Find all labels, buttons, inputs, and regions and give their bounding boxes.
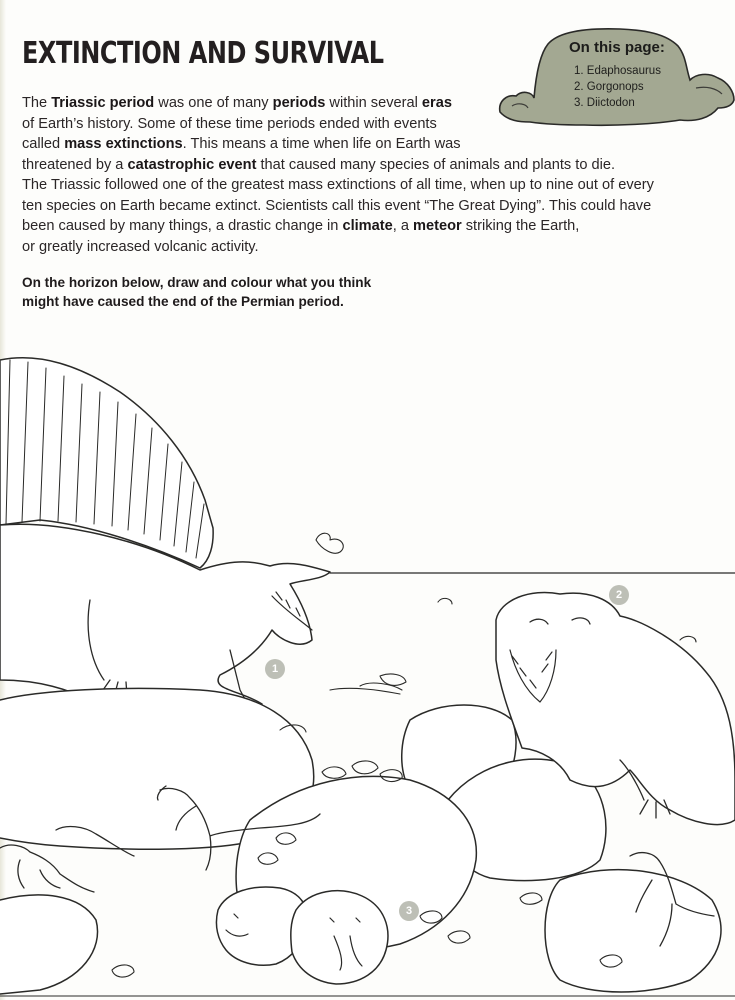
intro-line	[22, 155, 722, 176]
text-run: , a	[392, 218, 414, 234]
species-item: 3. Diictodon	[574, 97, 635, 109]
coloring-illustration	[0, 340, 735, 1000]
key-term: mass extinctions	[64, 136, 183, 152]
key-term: periods	[272, 95, 326, 111]
text-run: that caused many species of animals and plants to die.	[256, 156, 616, 173]
key-term: meteor	[413, 218, 462, 234]
spit-blob	[316, 533, 343, 553]
text-run: within several	[325, 95, 422, 111]
intro-line: of Earth’s history. Some of these time periods ended with events	[22, 115, 437, 132]
text-run: striking the Earth,	[461, 218, 580, 234]
species-item: 2. Gorgonops	[574, 81, 644, 93]
info-heading: On this page:	[569, 39, 665, 56]
intro-line: ten species on Earth became extinct. Scientists call this event “The Great Dying”. This could have	[22, 197, 652, 214]
key-term: climate	[342, 218, 393, 234]
text-run: been caused by many things, a drastic change in	[22, 218, 343, 234]
instruction-line: On the horizon below, draw and colour what you think	[22, 275, 372, 290]
instruction-line: might have caused the end of the Permian period.	[22, 294, 344, 309]
key-term: Triassic period	[51, 95, 155, 111]
text-run: . This means a time when life on Earth was	[182, 136, 461, 152]
text-run: threatened by a	[22, 156, 128, 173]
label-badge-3: 3	[399, 901, 419, 921]
text-run: The	[22, 95, 52, 111]
boulder-bottom-left	[0, 895, 98, 994]
diictodon-right	[291, 891, 388, 984]
intro-line	[22, 134, 722, 155]
page-title: EXTINCTION AND SURVIVAL	[22, 36, 384, 71]
species-list	[574, 63, 661, 111]
key-term: eras	[421, 95, 452, 111]
intro-line: The Triassic followed one of the greatest mass extinctions of all time, when up to nine out of every	[22, 177, 654, 193]
key-term: catastrophic event	[127, 156, 257, 173]
edaphosaurus-drawing	[0, 358, 343, 717]
text-run: was one of many	[154, 95, 273, 111]
boulder-bottom-right	[545, 870, 721, 992]
activity-instruction	[22, 273, 371, 311]
species-item: 1. Edaphosaurus	[574, 65, 661, 77]
text-run: called	[22, 136, 65, 152]
diictodon-drawing	[216, 887, 387, 984]
intro-line: or greatly increased volcanic activity.	[22, 238, 259, 255]
label-badge-2: 2	[609, 585, 629, 605]
intro-line	[22, 216, 722, 237]
on-this-page-box	[496, 26, 735, 130]
label-badge-1: 1	[265, 659, 285, 679]
